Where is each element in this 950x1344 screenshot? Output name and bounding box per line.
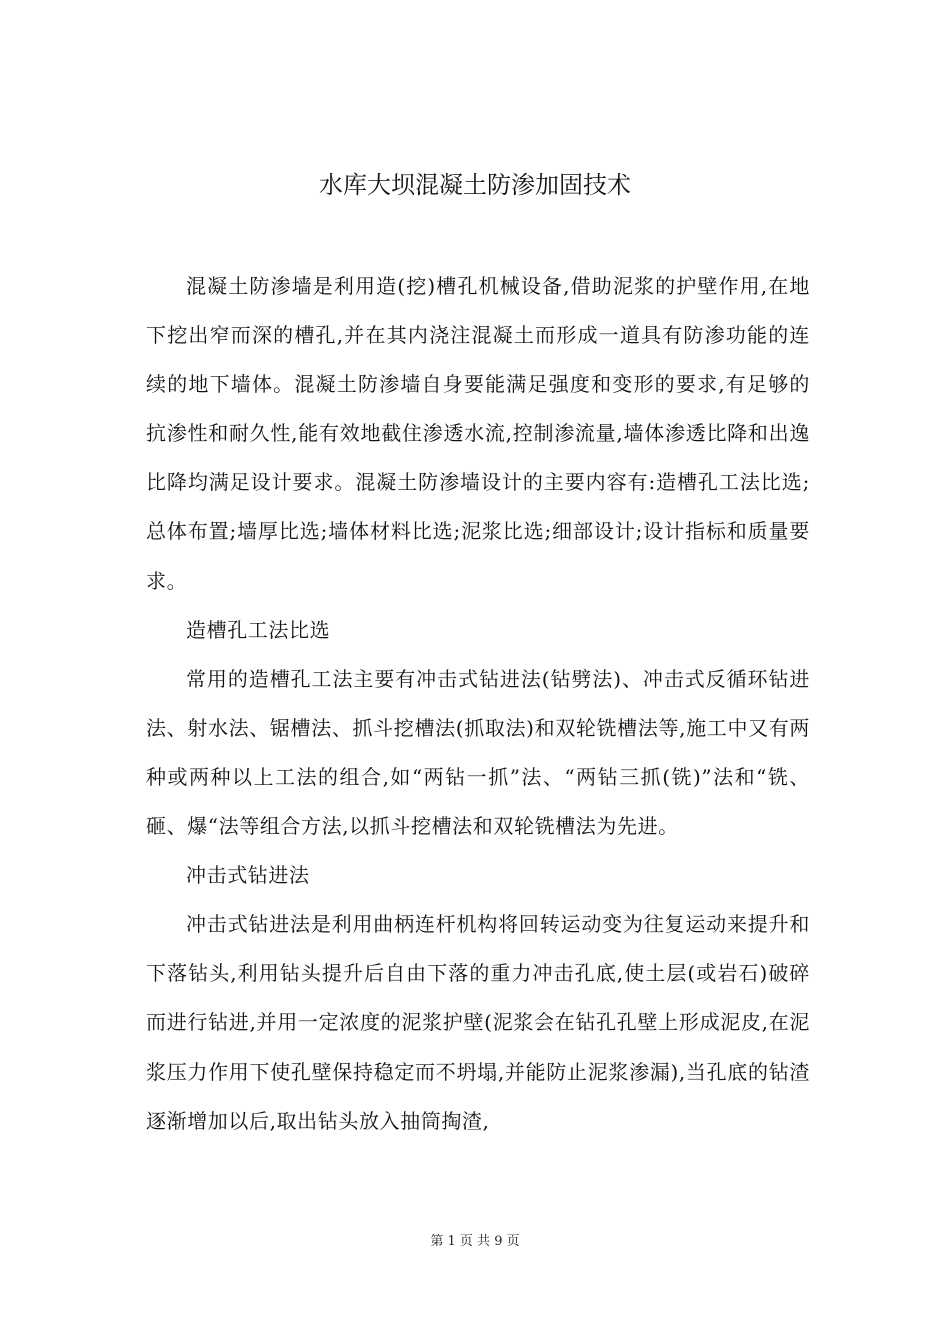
page-number-footer: 第 1 页 共 9 页 bbox=[430, 1234, 520, 1249]
paragraph-intro: 混凝土防渗墙是利用造(挖)槽孔机械设备,借助泥浆的护壁作用,在地下挖出窄而深的槽孔,并在其内浇注混凝土而形成一道具有防渗功能的连续的地下墙体。混凝土防渗墙自身要能满足强度和变形的要求,有足够的抗渗性和耐久性,能有效地截住渗透水流,控制渗流量,墙体渗透比降和出逸比降均满足设计要求。混凝土防渗墙设计的主要内容有:造槽孔工法比选;总体布置;墙厚比选;墙体材料比选;泥浆比选;细部设计;设计指标和质量要求。 bbox=[146, 274, 810, 593]
section-heading-percussion-drilling: 冲击式钻进法 bbox=[186, 863, 310, 888]
paragraph-trench-methods: 常用的造槽孔工法主要有冲击式钻进法(钻劈法)、冲击式反循环钻进法、射水法、锯槽法、抓斗挖槽法(抓取法)和双轮铣槽法等,施工中又有两种或两种以上工法的组合,如“两钻一抓”法、“两钻三抓(铣)”法和“铣、砸、爆“法等组合方法,以抓斗挖槽法和双轮铣槽法为先进。 bbox=[146, 666, 810, 839]
document-body bbox=[146, 262, 810, 1146]
document-title: 水库大坝混凝土防渗加固技术 bbox=[319, 171, 631, 199]
paragraph-percussion-drilling: 冲击式钻进法是利用曲柄连杆机构将回转运动变为往复运动来提升和下落钻头,利用钻头提升后自由下落的重力冲击孔底,使土层(或岩石)破碎而进行钻进,并用一定浓度的泥浆护壁(泥浆会在钻孔孔壁上形成泥皮,在泥浆压力作用下使孔壁保持稳定而不坍塌,并能防止泥浆渗漏),当孔底的钻渣逐渐增加以后,取出钻头放入抽筒掏渣, bbox=[146, 912, 810, 1133]
section-heading-trench-methods: 造槽孔工法比选 bbox=[186, 617, 331, 642]
